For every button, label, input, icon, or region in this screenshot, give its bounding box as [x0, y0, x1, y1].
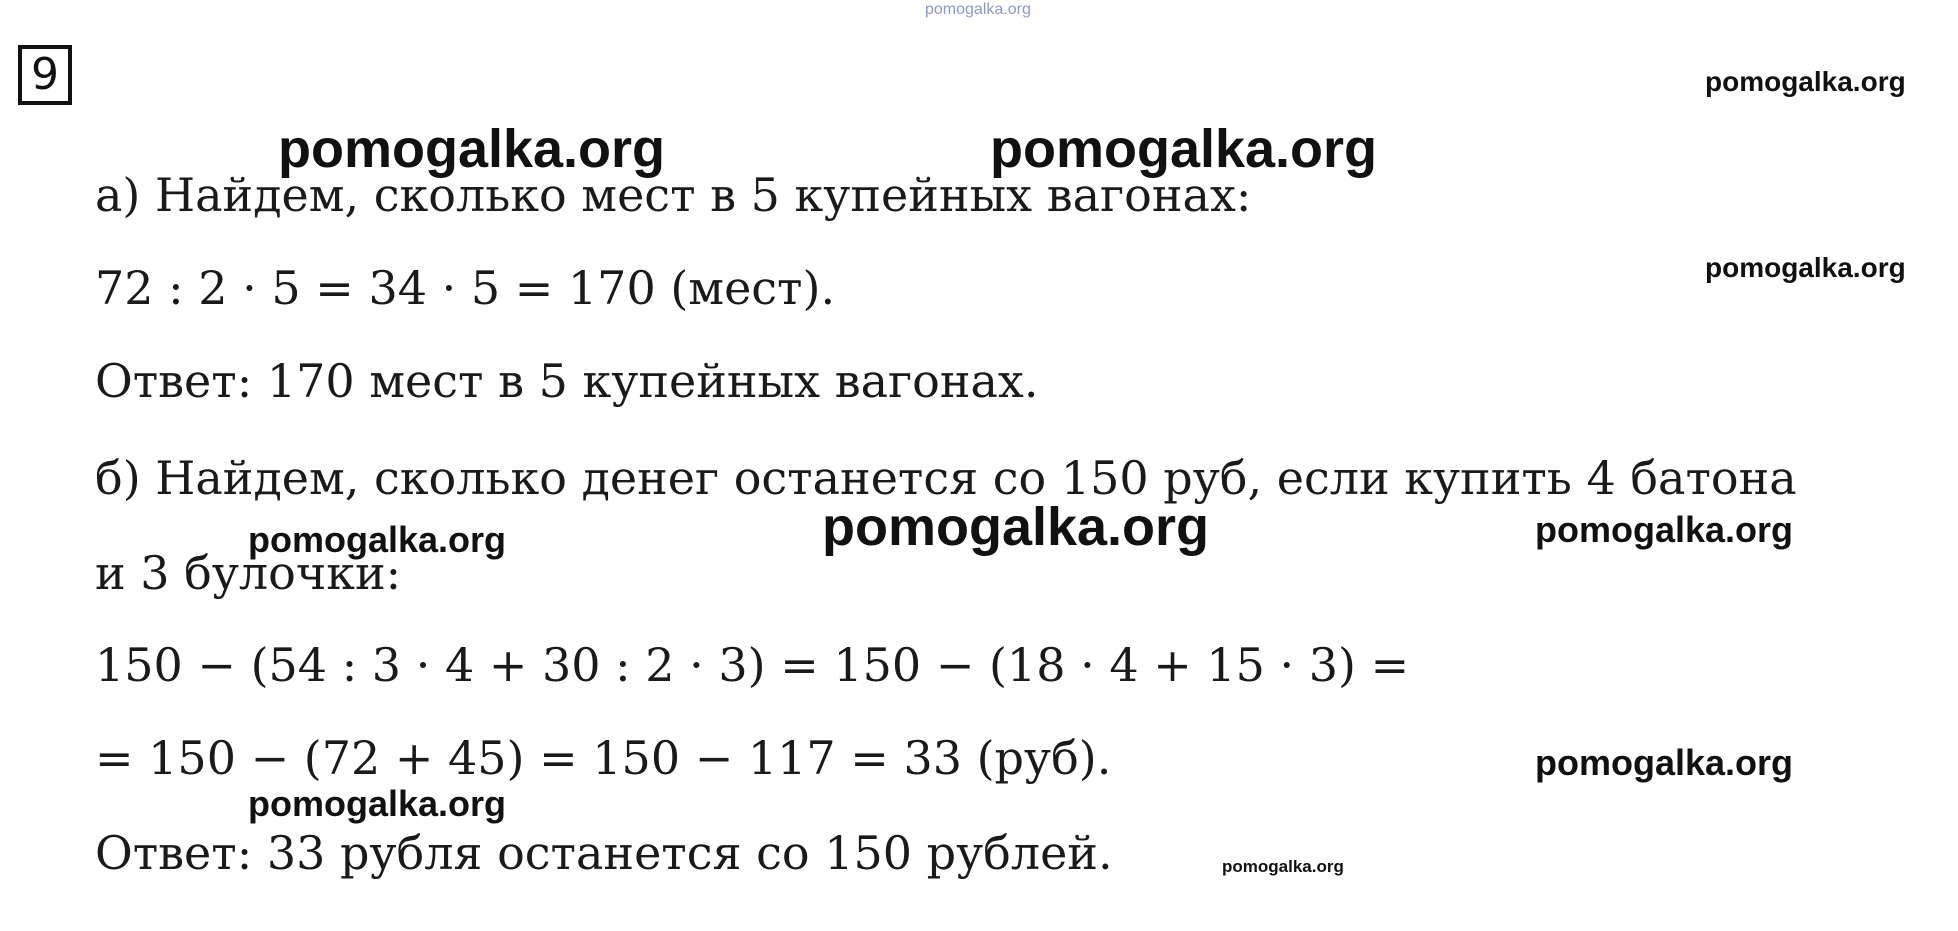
- watermark-big-right: pomogalka.org: [990, 119, 1378, 179]
- solution-line-b-cont: и 3 булочки:: [95, 546, 402, 600]
- watermark-big-left: pomogalka.org: [278, 119, 666, 179]
- watermark-bottom-small: pomogalka.org: [1222, 857, 1344, 876]
- watermark-big-center: pomogalka.org: [822, 497, 1210, 557]
- solution-line-b-answer: Ответ: 33 рубля останется со 150 рублей.: [95, 826, 1113, 880]
- watermark-mid-left: pomogalka.org: [248, 519, 507, 560]
- solution-line-b-calc1: 150 − (54 : 3 · 4 + 30 : 2 · 3) = 150 − (18 · 4 + 15 · 3) =: [95, 638, 1410, 692]
- watermark-mid-right-2: pomogalka.org: [1535, 742, 1794, 783]
- watermark-right-2: pomogalka.org: [1705, 252, 1906, 283]
- task-number-box: [18, 45, 72, 105]
- solution-line-a-calc: 72 : 2 · 5 = 34 · 5 = 170 (мест).: [95, 261, 836, 315]
- watermark-top-right: pomogalka.org: [1705, 66, 1906, 97]
- watermark-mid-right: pomogalka.org: [1535, 509, 1794, 550]
- solution-line-b: б) Найдем, сколько денег останется со 150 руб, если купить 4 батона: [95, 451, 1797, 505]
- site-watermark-top: pomogalka.org: [925, 1, 1031, 18]
- solution-line-a-answer: Ответ: 170 мест в 5 купейных вагонах.: [95, 354, 1039, 408]
- solution-line-a: а) Найдем, сколько мест в 5 купейных вагонах:: [95, 168, 1252, 222]
- task-number: 9: [31, 49, 59, 100]
- watermark-bottom-left: pomogalka.org: [248, 783, 507, 824]
- solution-line-b-calc2: = 150 − (72 + 45) = 150 − 117 = 33 (руб).: [95, 731, 1112, 785]
